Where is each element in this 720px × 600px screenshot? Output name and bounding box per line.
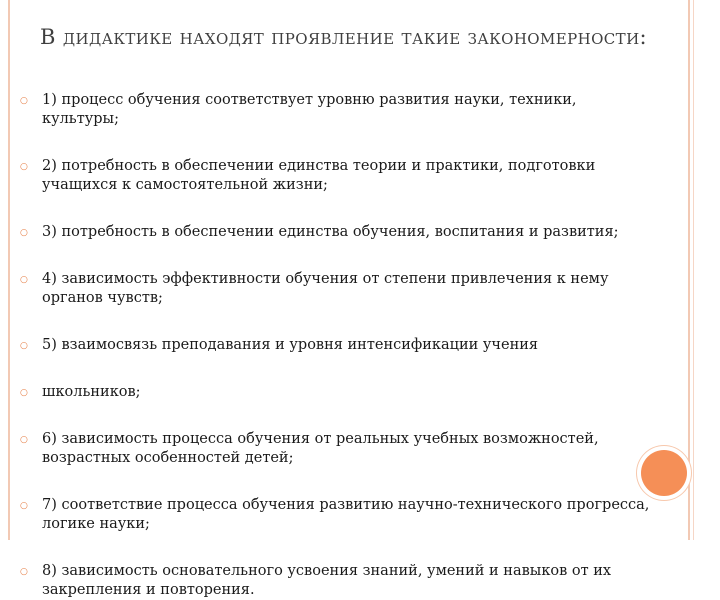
ring-bullet-icon: ○ [20,388,28,398]
right-frame-inner-line [693,0,694,540]
list-item-text: 2) потребность в обеспечении единства теории и практики, подготовки учащихся к самостоятельной жизни; [42,158,596,193]
bullet-list [20,91,650,600]
list-item [20,270,650,308]
ring-bullet-icon: ○ [20,275,28,285]
ring-bullet-icon: ○ [20,567,28,577]
list-item [20,157,650,195]
ring-bullet-icon: ○ [20,341,28,351]
ring-bullet-icon: ○ [20,228,28,238]
list-item [20,223,650,242]
ring-bullet-icon: ○ [20,501,28,511]
list-item-text: 6) зависимость процесса обучения от реальных учебных возможностей, возрастных особенностей детей; [42,431,599,466]
list-item [20,383,650,402]
list-item-text: школьников; [42,384,141,400]
right-frame-line [688,0,690,540]
list-item [20,336,650,355]
list-item [20,496,650,534]
list-item-text: 7) соответствие процесса обучения развитию научно-технического прогресса, логике науки; [42,497,650,532]
list-item [20,430,650,468]
list-item [20,91,650,129]
ring-bullet-icon: ○ [20,162,28,172]
list-item [20,562,650,600]
list-item-text: 3) потребность в обеспечении единства обучения, воспитания и развития; [42,224,619,240]
list-item-text: 5) взаимосвязь преподавания и уровня интенсификации учения [42,337,539,353]
list-item-text: 8) зависимость основательного усвоения знаний, умений и навыков от их закрепления и повторения. [42,563,612,598]
slide-title: В дидактике находят проявление такие закономерности: [40,25,648,49]
list-item-text: 1) процесс обучения соответствует уровню развития науки, техники, культуры; [42,92,577,127]
ring-bullet-icon: ○ [20,435,28,445]
left-frame-line [8,0,10,540]
ring-bullet-icon: ○ [20,96,28,106]
list-item-text: 4) зависимость эффективности обучения от степени привлечения к нему органов чувств; [42,271,609,306]
